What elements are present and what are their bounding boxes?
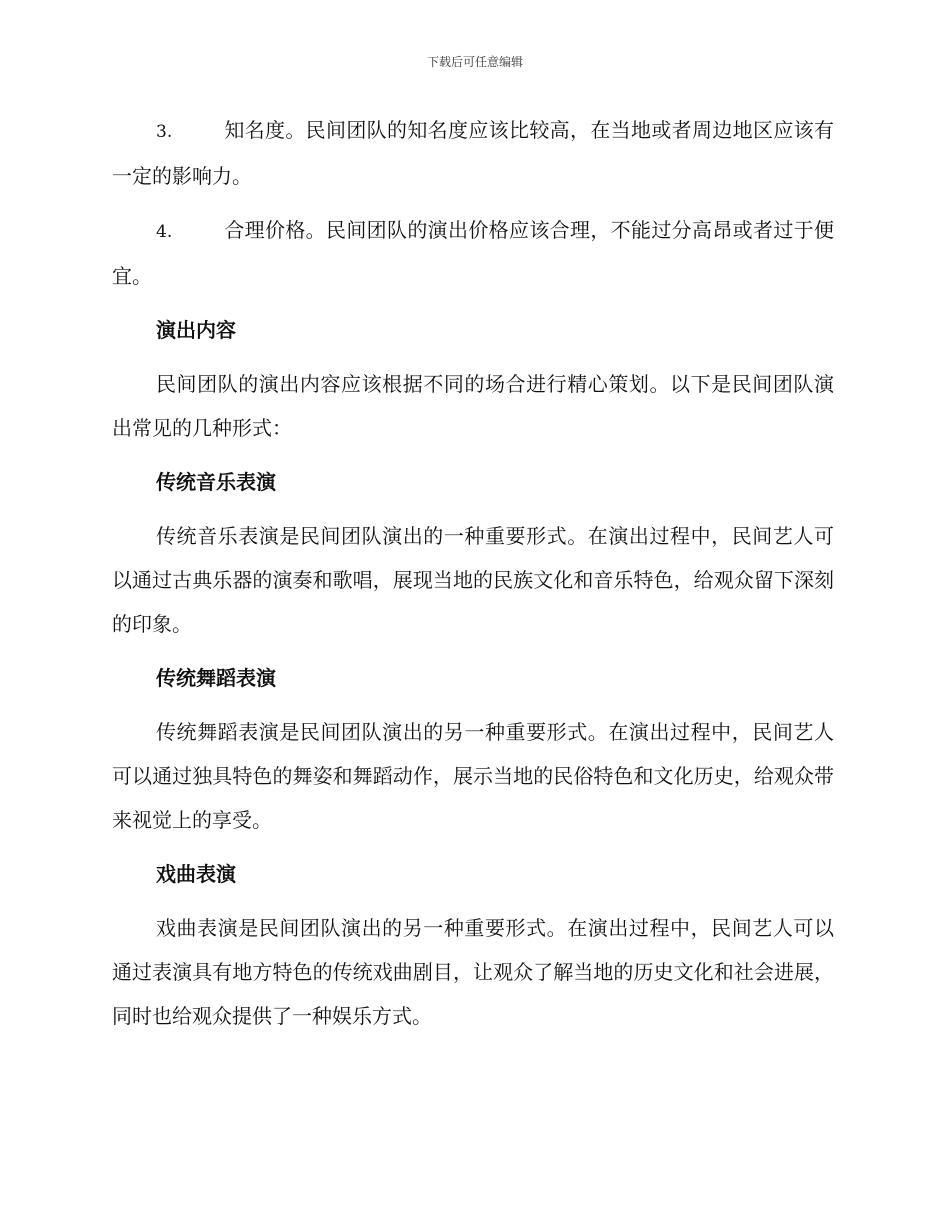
section-paragraph: 戏曲表演是民间团队演出的另一种重要形式。在演出过程中，民间艺人可以通过表演具有地方特色的传统戏曲剧目，让观众了解当地的历史文化和社会进展，同时也给观众提供了一种娱乐方式。 (112, 916, 834, 1028)
page-header: 下载后可任意编辑 (426, 55, 523, 69)
section-heading-opera: 戏曲表演 (156, 862, 236, 886)
list-item (112, 208, 834, 298)
section-heading-traditional-music: 传统音乐表演 (156, 470, 276, 494)
list-item-text: 知名度。民间团队的知名度应该比较高，在当地或者周边地区应该有一定的影响力。 (112, 118, 834, 188)
section-heading-traditional-dance: 传统舞蹈表演 (156, 666, 276, 690)
list-item (112, 108, 834, 198)
section-heading-performance-content: 演出内容 (156, 318, 236, 342)
list-item-text: 合理价格。民间团队的演出价格应该合理，不能过分高昂或者过于便宜。 (112, 218, 834, 288)
list-item-number: 3. (156, 122, 173, 142)
section-paragraph: 传统音乐表演是民间团队演出的一种重要形式。在演出过程中，民间艺人可以通过古典乐器的演奏和歌唱，展现当地的民族文化和音乐特色，给观众留下深刻的印象。 (112, 524, 834, 636)
section-paragraph: 民间团队的演出内容应该根据不同的场合进行精心策划。以下是民间团队演出常见的几种形式： (112, 372, 834, 440)
section-paragraph: 传统舞蹈表演是民间团队演出的另一种重要形式。在演出过程中，民间艺人可以通过独具特色的舞姿和舞蹈动作，展示当地的民俗特色和文化历史，给观众带来视觉上的享受。 (112, 720, 834, 832)
list-item-number: 4. (156, 222, 173, 242)
document-body (112, 108, 834, 1048)
